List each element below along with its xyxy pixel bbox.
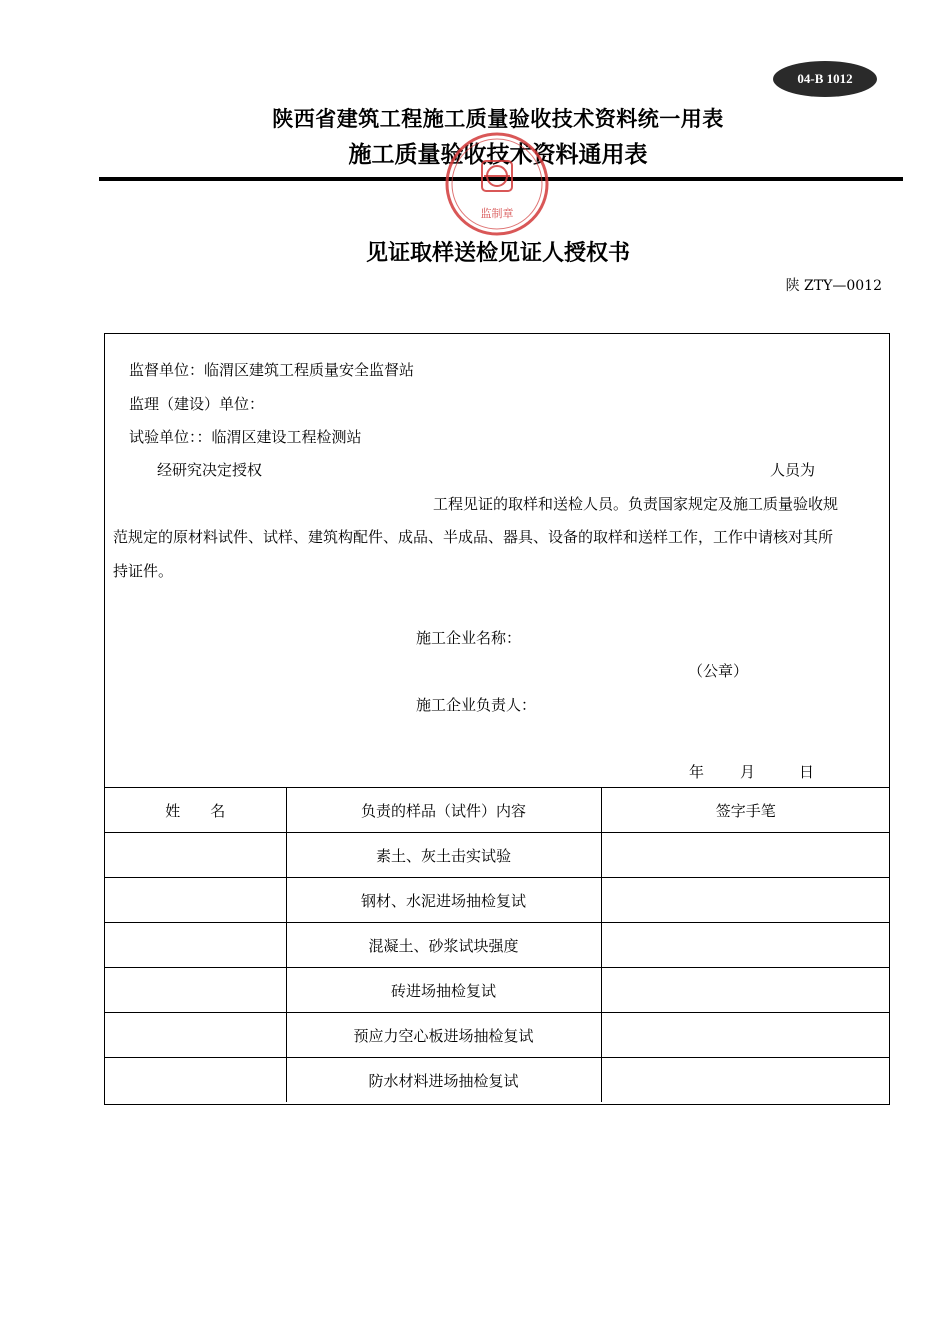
body-text-line3: 范规定的原材料试件、试样、建筑构配件、成品、半成品、器具、设备的取样和送样工作，工作中请核对其所 xyxy=(113,528,834,546)
date-month-label: 月 xyxy=(740,763,756,781)
body-text-line2: 工程见证的取样和送检人员。负责国家规定及施工质量验收规 xyxy=(433,495,839,513)
row-content-cell: 砖进场抽检复试 xyxy=(286,968,601,1013)
row-content-cell: 混凝土、砂浆试块强度 xyxy=(286,923,601,968)
row-signature-cell[interactable] xyxy=(601,833,890,878)
row-content-cell: 钢材、水泥进场抽检复试 xyxy=(286,878,601,923)
form-code-badge: 04-B 1012 xyxy=(773,61,877,97)
official-seal xyxy=(444,131,550,237)
table-row xyxy=(105,1058,890,1103)
row-name-cell[interactable] xyxy=(105,1058,286,1103)
row-signature-cell[interactable] xyxy=(601,1013,890,1058)
company-name-label: 施工企业名称： xyxy=(416,629,522,647)
row-content-cell: 防水材料进场抽检复试 xyxy=(286,1058,601,1103)
row-name-cell[interactable] xyxy=(105,878,286,923)
date-year-label: 年 xyxy=(689,763,705,781)
row-content-cell: 素土、灰土击实试验 xyxy=(286,833,601,878)
document-code: 陕 ZTY—0012 xyxy=(785,278,882,294)
row-name-cell[interactable] xyxy=(105,833,286,878)
table-row xyxy=(105,1013,890,1058)
table-header-row xyxy=(105,788,890,833)
header-signature: 签字手笔 xyxy=(601,788,890,833)
date-day-label: 日 xyxy=(799,763,815,781)
header-content: 负责的样品（试件）内容 xyxy=(286,788,601,833)
body-text-line4: 持证件。 xyxy=(113,562,174,580)
table-row xyxy=(105,968,890,1013)
company-stamp-label: （公章） xyxy=(688,662,749,680)
table-row xyxy=(105,878,890,923)
seal-text: 监制章 xyxy=(480,207,514,220)
row-signature-cell[interactable] xyxy=(601,968,890,1013)
row-signature-cell[interactable] xyxy=(601,923,890,968)
table-row xyxy=(105,923,890,968)
row-signature-cell[interactable] xyxy=(601,878,890,923)
witness-table xyxy=(105,787,890,1102)
auth-person-text: 人员为 xyxy=(770,461,816,479)
row-name-cell[interactable] xyxy=(105,968,286,1013)
row-name-cell[interactable] xyxy=(105,1013,286,1058)
row-content-cell: 预应力空心板进场抽检复试 xyxy=(286,1013,601,1058)
header-name: 姓 名 xyxy=(105,788,286,833)
auth-prefix-text: 经研究决定授权 xyxy=(157,461,263,479)
company-head-label: 施工企业负责人： xyxy=(416,696,537,714)
supervision-unit-field: 监督单位：临渭区建筑工程质量安全监督站 xyxy=(129,361,415,379)
row-signature-cell[interactable] xyxy=(601,1058,890,1103)
table-row xyxy=(105,833,890,878)
supervisor-unit-field: 监理（建设）单位： xyxy=(129,395,265,413)
header-title-line1: 陕西省建筑工程施工质量验收技术资料统一用表 xyxy=(272,106,724,131)
header-title-line2: 施工质量验收技术资料通用表 xyxy=(348,141,648,168)
testing-unit-field: 试验单位：：临渭区建设工程检测站 xyxy=(129,428,362,446)
authorization-form xyxy=(104,333,890,1105)
row-name-cell[interactable] xyxy=(105,923,286,968)
document-title: 见证取样送检见证人授权书 xyxy=(365,240,630,266)
